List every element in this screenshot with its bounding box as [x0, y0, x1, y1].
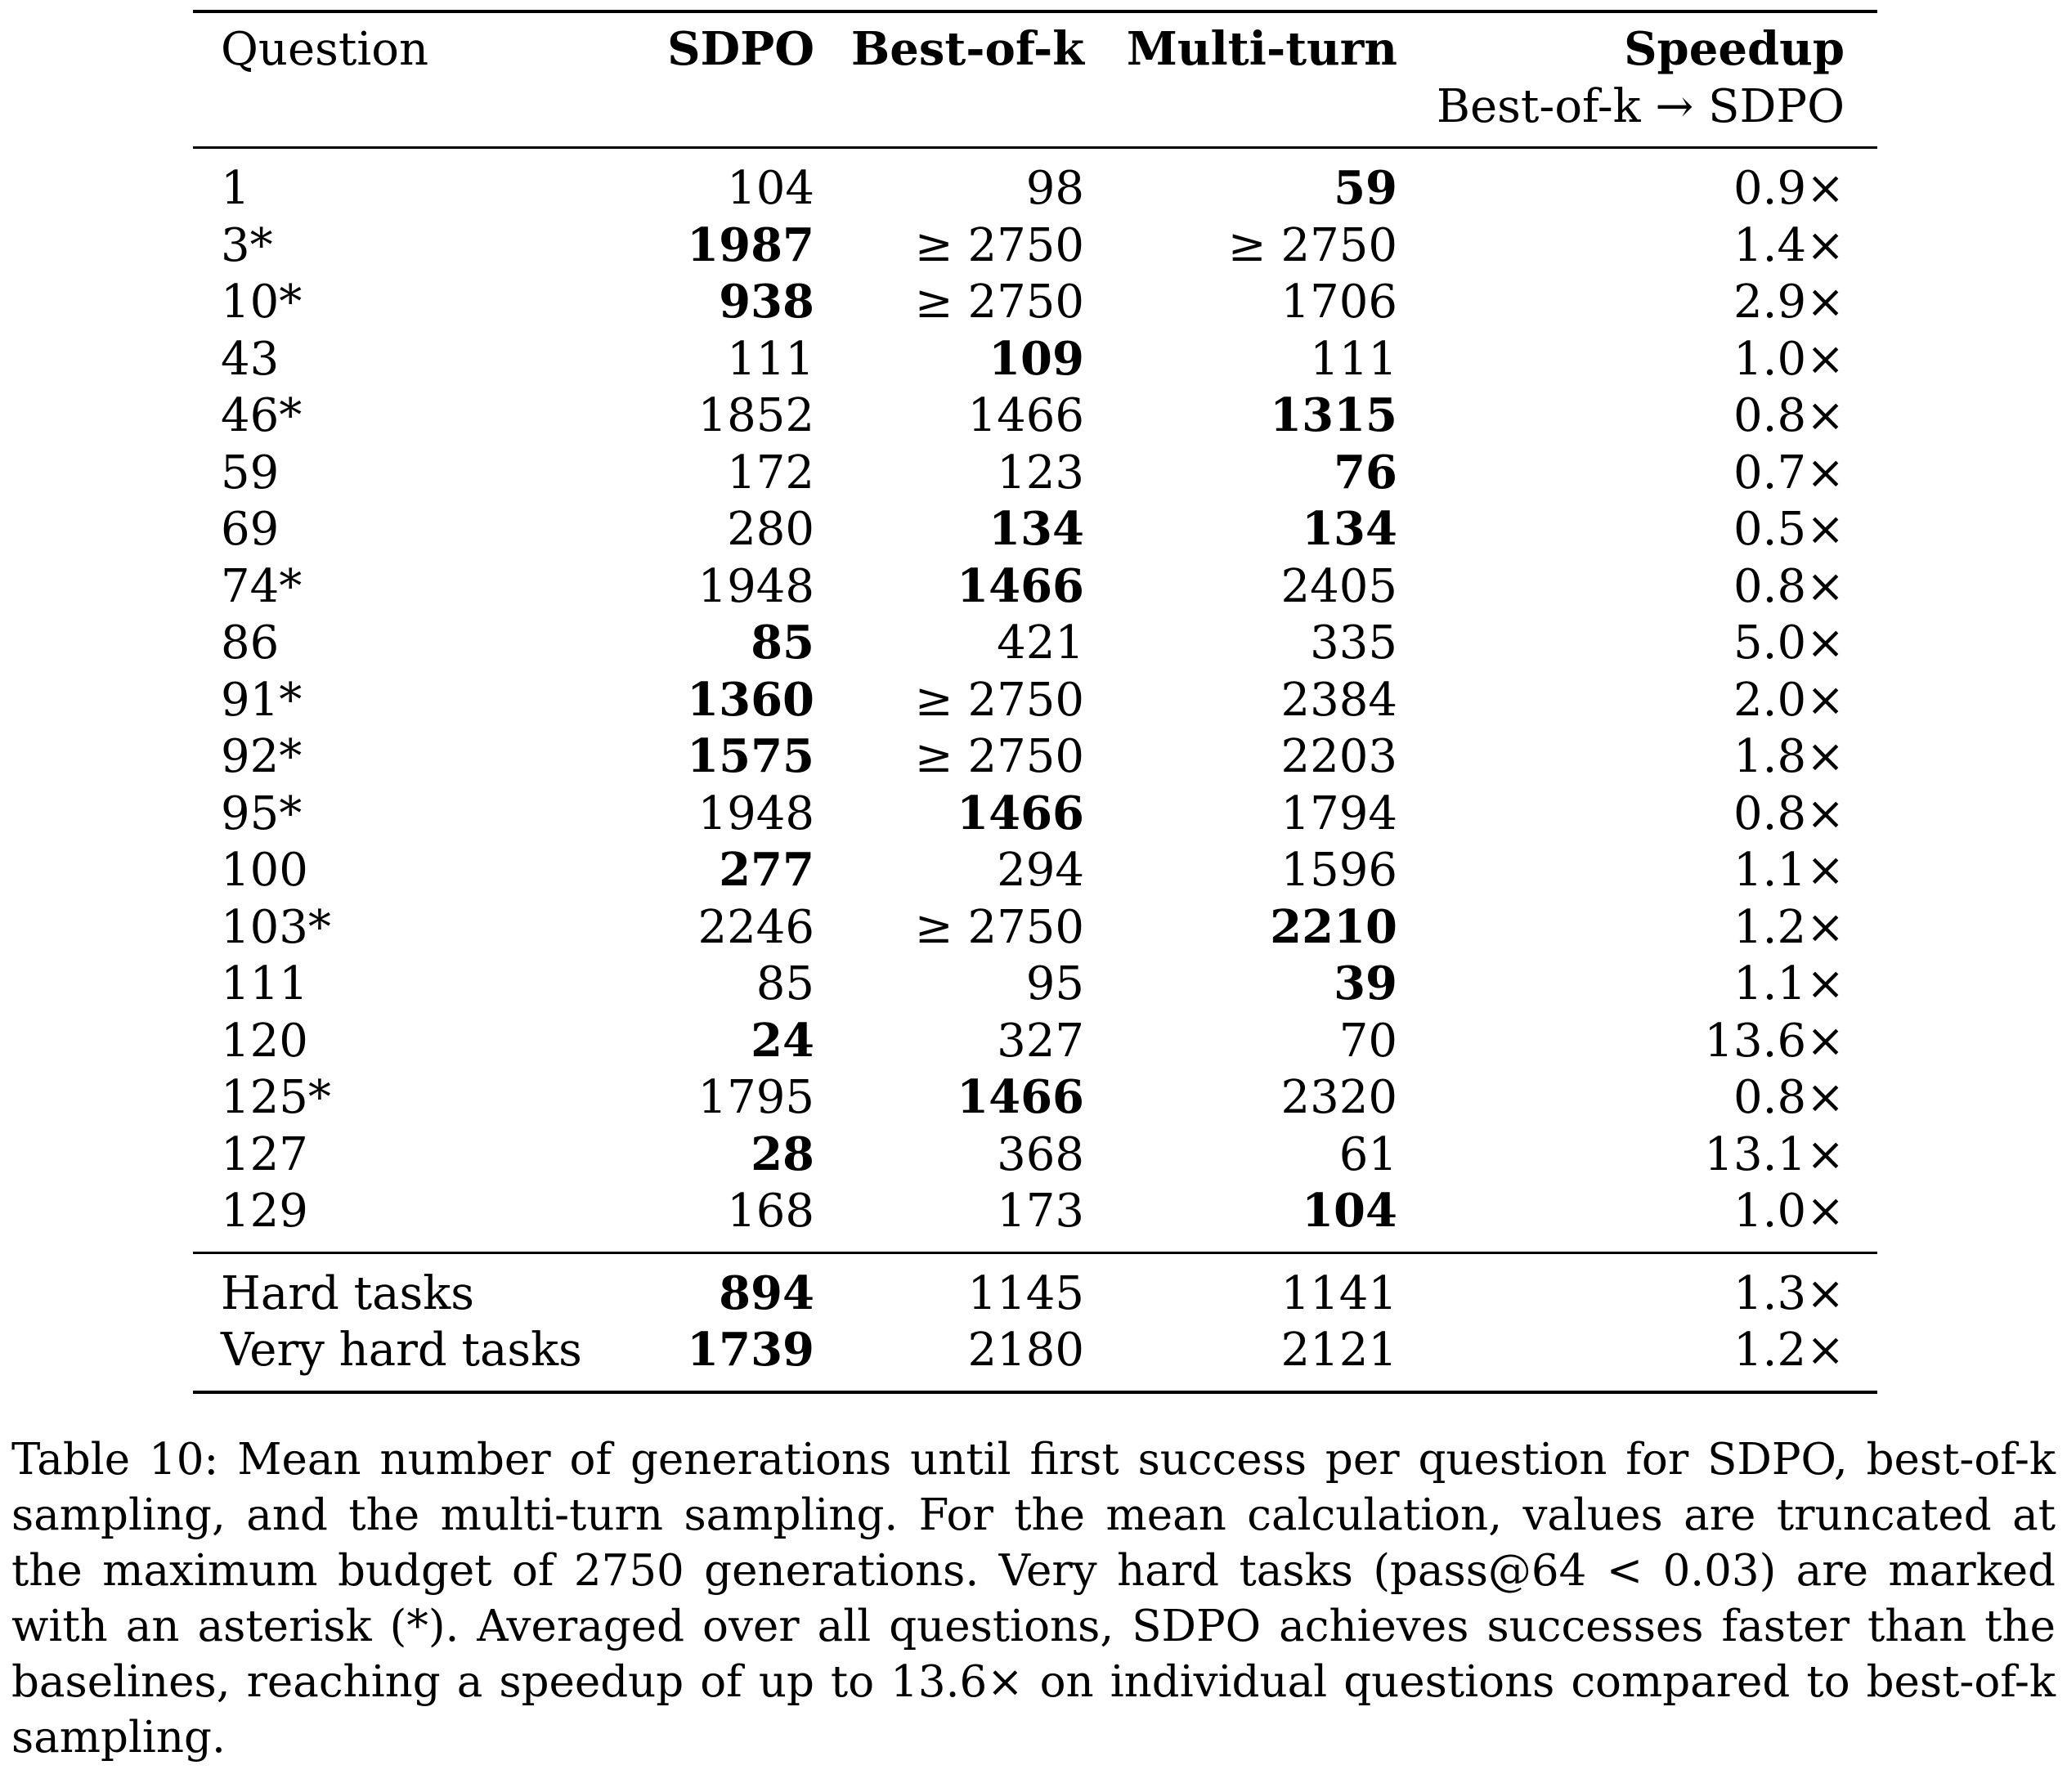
cell-speedup: 0.7×: [1733, 446, 1845, 500]
cell-multi-turn: 1794: [1280, 786, 1397, 840]
cell-question: Hard tasks: [221, 1266, 474, 1320]
table-row: [193, 217, 1877, 275]
summary-row: [193, 1322, 1877, 1392]
cell-best-of-k: ≥ 2750: [914, 218, 1084, 272]
cell-speedup: 1.2×: [1733, 900, 1845, 954]
cell-question: 125*: [221, 1071, 331, 1124]
cell-speedup: 0.8×: [1733, 389, 1845, 442]
table-row: [193, 728, 1877, 786]
cell-sdpo: 172: [727, 446, 814, 500]
cell-best-of-k: 109: [989, 331, 1084, 386]
cell-multi-turn: 1141: [1280, 1266, 1397, 1320]
header-subrow: [193, 78, 1877, 148]
cell-best-of-k: 1145: [967, 1266, 1084, 1320]
cell-question: 43: [221, 332, 280, 386]
cell-question: 127: [221, 1127, 308, 1181]
cell-multi-turn: 2320: [1280, 1071, 1397, 1124]
table-row: [193, 1183, 1877, 1252]
cell-best-of-k: 173: [997, 1185, 1084, 1238]
summary-row: [193, 1252, 1877, 1322]
cell-best-of-k: 98: [1025, 162, 1084, 215]
cell-speedup: 0.5×: [1733, 503, 1845, 556]
cell-multi-turn: 1315: [1270, 388, 1397, 442]
cell-multi-turn: 2203: [1280, 730, 1397, 783]
cell-multi-turn: 335: [1310, 616, 1397, 670]
cell-sdpo: 1987: [687, 217, 814, 272]
cell-sdpo: 168: [727, 1185, 814, 1238]
cell-best-of-k: ≥ 2750: [914, 900, 1084, 954]
cell-speedup: 0.8×: [1733, 559, 1845, 613]
cell-speedup: 1.0×: [1733, 332, 1845, 386]
cell-multi-turn: 111: [1310, 332, 1397, 386]
cell-multi-turn: 2405: [1280, 559, 1397, 613]
header-best-of-k: Best-of-k: [850, 22, 1084, 76]
cell-speedup: 1.0×: [1733, 1185, 1845, 1238]
cell-sdpo: 28: [751, 1127, 814, 1181]
cell-multi-turn: 104: [1302, 1184, 1397, 1238]
cell-question: 3*: [221, 218, 273, 272]
cell-sdpo: 1948: [697, 786, 814, 840]
table-row: [193, 1069, 1877, 1127]
cell-speedup: 0.8×: [1733, 1071, 1845, 1124]
cell-question: 129: [221, 1185, 308, 1238]
cell-best-of-k: 1466: [967, 389, 1084, 442]
cell-sdpo: 1948: [697, 559, 814, 613]
cell-sdpo: 938: [719, 275, 814, 329]
cell-question: Very hard tasks: [221, 1324, 582, 1377]
results-table-container: [193, 10, 1877, 1394]
cell-speedup: 13.1×: [1704, 1127, 1845, 1181]
cell-sdpo: 1360: [687, 672, 814, 727]
cell-question: 91*: [221, 673, 303, 727]
table-caption: Table 10: Mean number of generations until first success per question for SDPO, best-of-k sampling, and the multi-turn sampling. For the mean calculation, values are truncated at the maximum budget of 2750 generations. Very hard tasks (pass@64 < 0.03) are marked with an asterisk (*). Averaged over all questions, SDPO achieves successes faster than the baselines, reaching a speedup of up to 13.6× on individual questions compared to best-of-k sampling.: [11, 1435, 2056, 1763]
table-row: [193, 1127, 1877, 1184]
cell-sdpo: 1852: [697, 389, 814, 442]
cell-speedup: 1.1×: [1733, 957, 1845, 1010]
table-row: [193, 501, 1877, 558]
cell-best-of-k: 2180: [967, 1324, 1084, 1377]
cell-best-of-k: 294: [997, 844, 1084, 897]
cell-question: 92*: [221, 730, 303, 783]
cell-speedup: 1.2×: [1733, 1324, 1845, 1377]
header-speedup: Speedup: [1624, 22, 1845, 76]
table-row: [193, 558, 1877, 616]
cell-speedup: 1.8×: [1733, 730, 1845, 783]
cell-multi-turn: 1596: [1280, 844, 1397, 897]
cell-sdpo: 24: [751, 1013, 814, 1068]
table-body: [193, 148, 1877, 1253]
cell-best-of-k: 95: [1025, 957, 1084, 1010]
cell-speedup: 2.9×: [1733, 276, 1845, 329]
cell-question: 111: [221, 957, 308, 1010]
table-row: [193, 148, 1877, 217]
table-row: [193, 274, 1877, 331]
cell-multi-turn: 61: [1338, 1127, 1397, 1181]
table-row: [193, 956, 1877, 1013]
table-row: [193, 615, 1877, 672]
cell-speedup: 1.4×: [1733, 218, 1845, 272]
cell-speedup: 2.0×: [1733, 673, 1845, 727]
header-multi-turn: Multi-turn: [1126, 22, 1397, 76]
table-row: [193, 1013, 1877, 1070]
cell-sdpo: 104: [727, 162, 814, 215]
cell-question: 86: [221, 616, 280, 670]
cell-speedup: 1.3×: [1733, 1266, 1845, 1320]
cell-multi-turn: 2384: [1280, 673, 1397, 727]
cell-sdpo: 85: [756, 957, 814, 1010]
cell-speedup: 1.1×: [1733, 844, 1845, 897]
cell-multi-turn: 134: [1302, 502, 1397, 556]
table-row: [193, 445, 1877, 502]
cell-sdpo: 277: [719, 843, 814, 897]
cell-best-of-k: 123: [997, 446, 1084, 500]
header-sdpo: SDPO: [667, 22, 814, 76]
cell-best-of-k: 1466: [957, 786, 1084, 840]
cell-multi-turn: ≥ 2750: [1227, 218, 1397, 272]
cell-best-of-k: ≥ 2750: [914, 673, 1084, 727]
cell-question: 95*: [221, 786, 303, 840]
cell-sdpo: 894: [719, 1266, 814, 1320]
table-row: [193, 842, 1877, 899]
table-row: [193, 899, 1877, 956]
cell-question: 103*: [221, 900, 331, 954]
cell-sdpo: 1739: [687, 1323, 814, 1377]
cell-best-of-k: 1466: [957, 558, 1084, 613]
cell-best-of-k: 1466: [957, 1070, 1084, 1124]
cell-best-of-k: ≥ 2750: [914, 730, 1084, 783]
cell-sdpo: 280: [727, 503, 814, 556]
cell-multi-turn: 2210: [1270, 899, 1397, 954]
cell-question: 1: [221, 162, 250, 215]
table-summary: [193, 1252, 1877, 1392]
cell-sdpo: 2246: [697, 900, 814, 954]
cell-speedup: 0.9×: [1733, 162, 1845, 215]
header-row: [193, 11, 1877, 78]
table-row: [193, 331, 1877, 388]
table-row: [193, 786, 1877, 843]
table-row: [193, 388, 1877, 445]
cell-question: 46*: [221, 389, 303, 442]
cell-multi-turn: 70: [1338, 1014, 1397, 1068]
cell-best-of-k: ≥ 2750: [914, 276, 1084, 329]
cell-multi-turn: 59: [1334, 161, 1397, 215]
cell-best-of-k: 134: [989, 502, 1084, 556]
cell-question: 74*: [221, 559, 303, 613]
cell-question: 120: [221, 1014, 308, 1068]
cell-question: 69: [221, 503, 280, 556]
cell-sdpo: 1575: [687, 729, 814, 783]
table-header: [193, 11, 1877, 148]
cell-sdpo: 85: [751, 616, 814, 670]
cell-question: 10*: [221, 276, 303, 329]
cell-question: 59: [221, 446, 280, 500]
cell-multi-turn: 76: [1334, 445, 1397, 500]
cell-best-of-k: 421: [997, 616, 1084, 670]
cell-speedup: 5.0×: [1733, 616, 1845, 670]
cell-speedup: 13.6×: [1704, 1014, 1845, 1068]
cell-multi-turn: 2121: [1280, 1324, 1397, 1377]
cell-sdpo: 111: [727, 332, 814, 386]
cell-question: 100: [221, 844, 308, 897]
cell-sdpo: 1795: [697, 1071, 814, 1124]
cell-speedup: 0.8×: [1733, 786, 1845, 840]
cell-best-of-k: 368: [997, 1127, 1084, 1181]
header-question: Question: [221, 23, 429, 76]
cell-best-of-k: 327: [997, 1014, 1084, 1068]
header-speedup-sub: Best-of-k → SDPO: [1436, 79, 1845, 133]
cell-multi-turn: 39: [1334, 956, 1397, 1010]
results-table: [193, 10, 1877, 1394]
cell-multi-turn: 1706: [1280, 276, 1397, 329]
table-row: [193, 672, 1877, 729]
